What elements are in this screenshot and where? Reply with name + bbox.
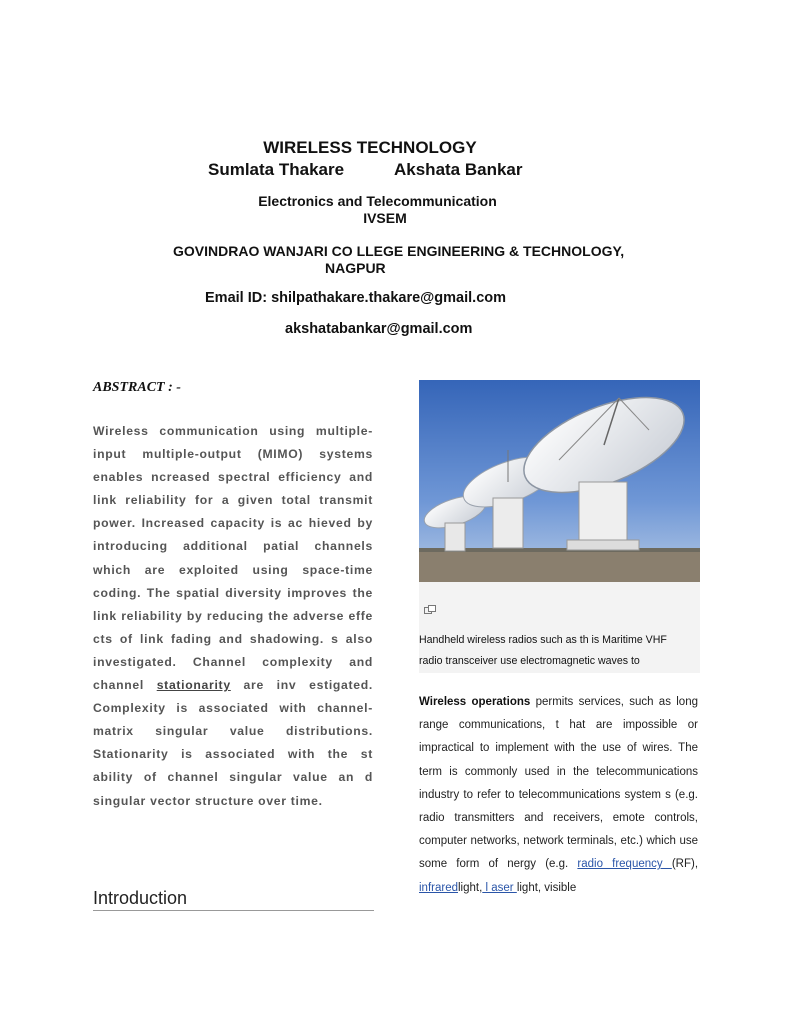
figure-caption [419,630,700,672]
caption-line-1: Handheld wireless radios such as th is Maritime VHF [419,634,667,646]
image-placeholder-icon [424,605,436,615]
semester: IVSEM [363,210,407,226]
radio-telescopes-photo [419,380,700,582]
abstract-heading: ABSTRACT : - [93,380,181,395]
email-line-2: akshatabankar@gmail.com [285,321,473,337]
caption-line-2: radio transceiver use electromagnetic waves to [419,655,640,667]
email-line-1: Email ID: shilpathakare.thakare@gmail.com [205,290,507,306]
college-line-2: NAGPUR [325,260,386,276]
wireless-operations-paragraph [419,691,698,900]
paper-title: WIRELESS TECHNOLOGY [263,138,477,157]
body-text-2: (RF), [671,858,699,871]
department: Electronics and Telecommunication [258,193,497,209]
figure [419,380,700,673]
laser-link[interactable]: l aser [482,881,517,894]
stationarity-link[interactable]: stationarity [156,678,231,693]
author-1: Sumlata Thakare [208,160,345,179]
abstract-text-1: Wireless communication using multiple-input multiple-output (MIMO) systems enables ncreased spectral efficiency and link reliability for a given total transmit power. Increased capacity is ac hieved by introducing additional patial channels which are exploited using space-time coding. The spatial diversity improves the link reliability by reducing the adverse effe cts of link fading and shadowing. s also investigated. Channel complexity and channel [93,424,373,693]
author-2: Akshata Bankar [394,160,523,179]
lead-bold: Wireless operations [419,696,531,708]
radio-frequency-link[interactable]: radio frequency [577,858,672,871]
body-text-1: permits services, such as long range communications, t hat are impossible or impractical to implement with the use of wires. The term is commonly used in the telecommunications industry to refer to telecommunications system s (e.g. radio transmitters and receivers, emote controls, computer networks, network terminals, etc.) which use some form of nergy (e.g. [419,696,698,871]
body-text-4: light, visible [516,881,577,894]
introduction-heading: Introduction [93,888,374,911]
abstract-body [93,420,373,813]
infrared-link[interactable]: infrared [419,881,458,894]
college-line-1: GOVINDRAO WANJARI CO LLEGE ENGINEERING & TECHNOLOGY, [173,243,625,259]
body-text-3: light, [458,881,483,894]
abstract-text-2: are inv estigated. Complexity is associated with channel-matrix singular value distributions. Stationarity is associated with the st ability of channel singular value an d singular vector structure over time. [93,678,373,808]
